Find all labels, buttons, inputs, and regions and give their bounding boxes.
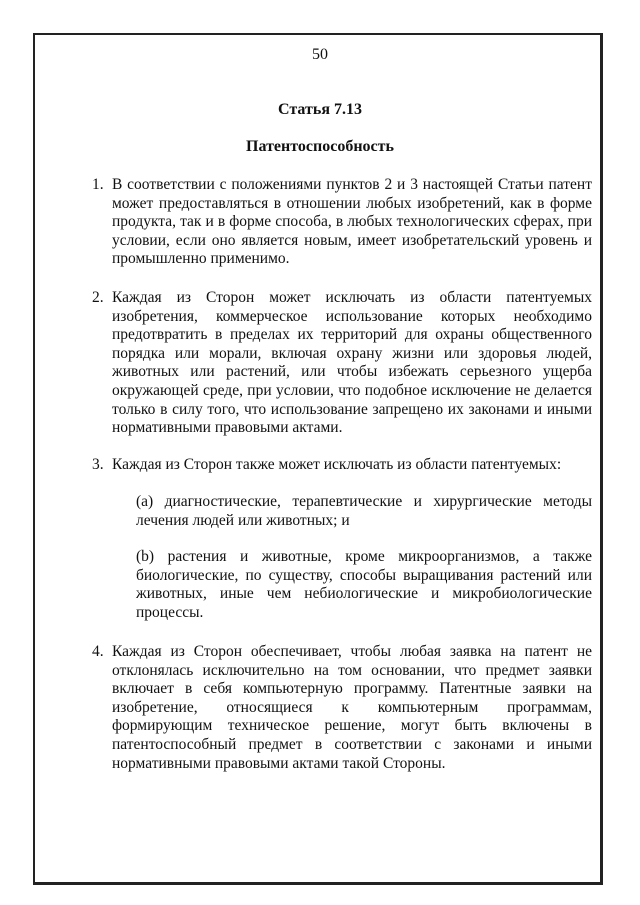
paragraph-text: Каждая из Сторон может исключать из области патентуемых изобретения, коммерческое использование которых необходимо предотвратить в пределах их территорий для охраны общественного порядка или морали, включая охрану жизни или здоровья людей, животных или растений, или чтобы избежать серьезного ущерба окружающей среде, при условии, что подобное исключение не делается только в силу того, что использование запрещено их законами и иными нормативными правовыми актами. — [112, 289, 592, 437]
paragraph-number: 2. — [92, 289, 104, 306]
paragraph-number: 1. — [92, 176, 104, 193]
article-title: Статья 7.13 — [278, 101, 362, 118]
subitem-a: (a) диагностические, терапевтические и хирургические методы лечения людей или животных; и — [136, 493, 592, 529]
article-subtitle: Патентоспособность — [246, 138, 394, 155]
page-number: 50 — [312, 46, 328, 63]
paragraph-text: В соответствии с положениями пунктов 2 и 3 настоящей Статьи патент может предоставляться в отношении любых изобретений, как в форме продукта, так и в форме способа, в любых технологических сферах, при условии, если оно является новым, имеет изобретательский уровень и промышленно применимо. — [112, 176, 592, 268]
paragraph-number: 4. — [92, 643, 104, 660]
paragraph-text: Каждая из Сторон также может исключать из области патентуемых: — [112, 456, 562, 473]
paragraph-number: 3. — [92, 456, 104, 473]
paragraph-text: Каждая из Сторон обеспечивает, чтобы любая заявка на патент не отклонялась исключительно на том основании, что предмет заявки включает в себя компьютерную программу. Патентные заявки на изобретение, относящиеся к компьютерным программам, формирующим техническое решение, могут быть включены в патентоспособный предмет в соответствии с законами и иными нормативными правовыми актами такой Стороны. — [112, 643, 592, 772]
subitem-b: (b) растения и животные, кроме микроорганизмов, а также биологические, по существу, способы выращивания растений или животных, иные чем небиологические и микробиологические процессы. — [136, 548, 592, 621]
